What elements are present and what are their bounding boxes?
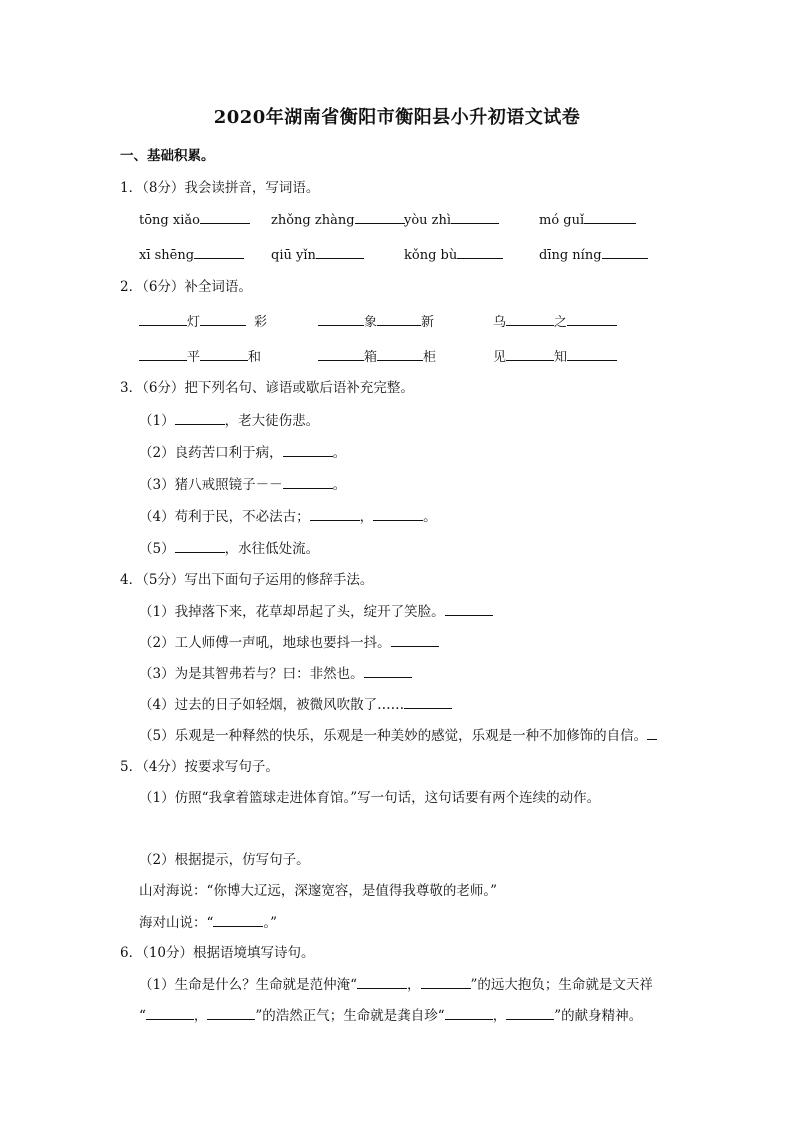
answer-blank[interactable] [194, 244, 244, 259]
answer-blank[interactable] [404, 694, 452, 709]
question-5-item: （1）仿照“我拿着篮球走进体育馆。”写一句话，这句话要有两个连续的动作。 [139, 790, 601, 806]
pinyin-item: qiū yǐn [271, 244, 364, 266]
idiom-item: 灯 彩 [139, 311, 267, 333]
answer-blank[interactable] [567, 346, 617, 361]
question-4-stem: 4．（5分）写出下面句子运用的修辞手法。 [120, 572, 374, 588]
answer-blank[interactable] [364, 663, 412, 678]
idiom-item: 箱 柜 [318, 346, 436, 368]
answer-blank[interactable] [175, 410, 225, 425]
pinyin-item: xī shēng [139, 244, 244, 266]
answer-blank[interactable] [200, 209, 250, 224]
question-4-item: （1）我掉落下来，花草却昂起了头，绽开了笑脸。 [139, 601, 493, 622]
answer-blank[interactable] [175, 538, 225, 553]
answer-blank[interactable] [213, 912, 263, 927]
answer-blank[interactable] [310, 506, 360, 521]
answer-blank[interactable] [451, 209, 499, 224]
answer-blank[interactable] [457, 244, 503, 259]
question-4-item: （5）乐观是一种释然的快乐，乐观是一种美妙的感觉，乐观是一种不加修饰的自信。 [139, 725, 657, 746]
question-2-stem: 2．（6分）补全词语。 [120, 279, 252, 295]
answer-blank[interactable] [139, 346, 187, 361]
answer-blank[interactable] [647, 725, 657, 740]
question-3-item: （2）良药苦口利于病， 。 [139, 442, 346, 463]
answer-blank[interactable] [318, 311, 364, 326]
pinyin-item: dīng níng [539, 244, 648, 266]
question-3-item: （3）猪八戒照镜子－－ 。 [139, 474, 346, 495]
section-heading: 一、基础积累。 [120, 148, 215, 164]
question-6-stem: 6．（10分）根据语境填写诗句。 [120, 945, 315, 961]
question-4-item: （2）工人师傅一声吼，地球也要抖一抖。 [139, 632, 439, 653]
idiom-item: 乌 之 [493, 311, 617, 333]
answer-blank[interactable] [200, 311, 246, 326]
answer-blank[interactable] [283, 474, 333, 489]
page-title: 2020年湖南省衡阳市衡阳县小升初语文试卷 [213, 107, 581, 128]
pinyin-item: kǒng bù [404, 244, 503, 266]
answer-blank[interactable] [146, 1005, 194, 1020]
answer-blank[interactable] [584, 209, 636, 224]
pinyin-item: mó guǐ [539, 209, 636, 231]
question-3-item: （1） ，老大徒伤悲。 [139, 410, 319, 431]
question-1-stem: 1．（8分）我会读拼音，写词语。 [120, 180, 320, 196]
question-5-stem: 5．（4分）按要求写句子。 [120, 759, 279, 775]
answer-blank[interactable] [506, 346, 554, 361]
question-6-item: （1）生命是什么？生命就是范仲淹“ ， ”的远大抱负；生命就是文天祥 [139, 974, 653, 995]
idiom-item: 平 和 [139, 346, 261, 368]
answer-blank[interactable] [357, 974, 407, 989]
answer-blank[interactable] [318, 346, 364, 361]
question-3-item: （5） ，水往低处流。 [139, 538, 319, 559]
pinyin-item: zhǒng zhàng [271, 209, 405, 231]
answer-blank[interactable] [316, 244, 364, 259]
idiom-item: 象 新 [318, 311, 434, 333]
answer-blank[interactable] [506, 1005, 554, 1020]
answer-blank[interactable] [445, 1005, 493, 1020]
idiom-item: 见 知 [493, 346, 617, 368]
answer-blank[interactable] [445, 601, 493, 616]
question-5-text: 山对海说：“你博大辽远，深邃宽容，是值得我尊敬的老师。” [139, 883, 498, 899]
answer-blank[interactable] [421, 974, 471, 989]
answer-blank[interactable] [283, 442, 333, 457]
question-4-item: （4）过去的日子如轻烟，被微风吹散了…… [139, 694, 452, 715]
answer-blank[interactable] [391, 632, 439, 647]
answer-blank[interactable] [602, 244, 648, 259]
pinyin-item: tōng xiǎo [139, 209, 250, 231]
pinyin-item: yòu zhì [404, 209, 499, 231]
question-4-item: （3）为是其智弗若与？曰：非然也。 [139, 663, 412, 684]
answer-blank[interactable] [139, 311, 187, 326]
answer-blank[interactable] [207, 1005, 255, 1020]
question-3-item: （4）苟利于民，不必法古； ， 。 [139, 506, 437, 527]
answer-blank[interactable] [377, 311, 421, 326]
question-3-stem: 3．（6分）把下列名句、谚语或歇后语补充完整。 [120, 380, 414, 396]
answer-blank[interactable] [200, 346, 248, 361]
answer-blank[interactable] [506, 311, 554, 326]
answer-blank[interactable] [567, 311, 617, 326]
question-5-item: （2）根据提示，仿写句子。 [139, 852, 310, 868]
answer-blank[interactable] [377, 346, 423, 361]
answer-blank[interactable] [355, 209, 405, 224]
answer-blank[interactable] [373, 506, 423, 521]
question-6-item: “ ， ”的浩然正气；生命就是龚自珍“ ， ”的献身精神。 [139, 1005, 642, 1026]
question-5-item: 海对山说：“ 。” [139, 912, 277, 933]
